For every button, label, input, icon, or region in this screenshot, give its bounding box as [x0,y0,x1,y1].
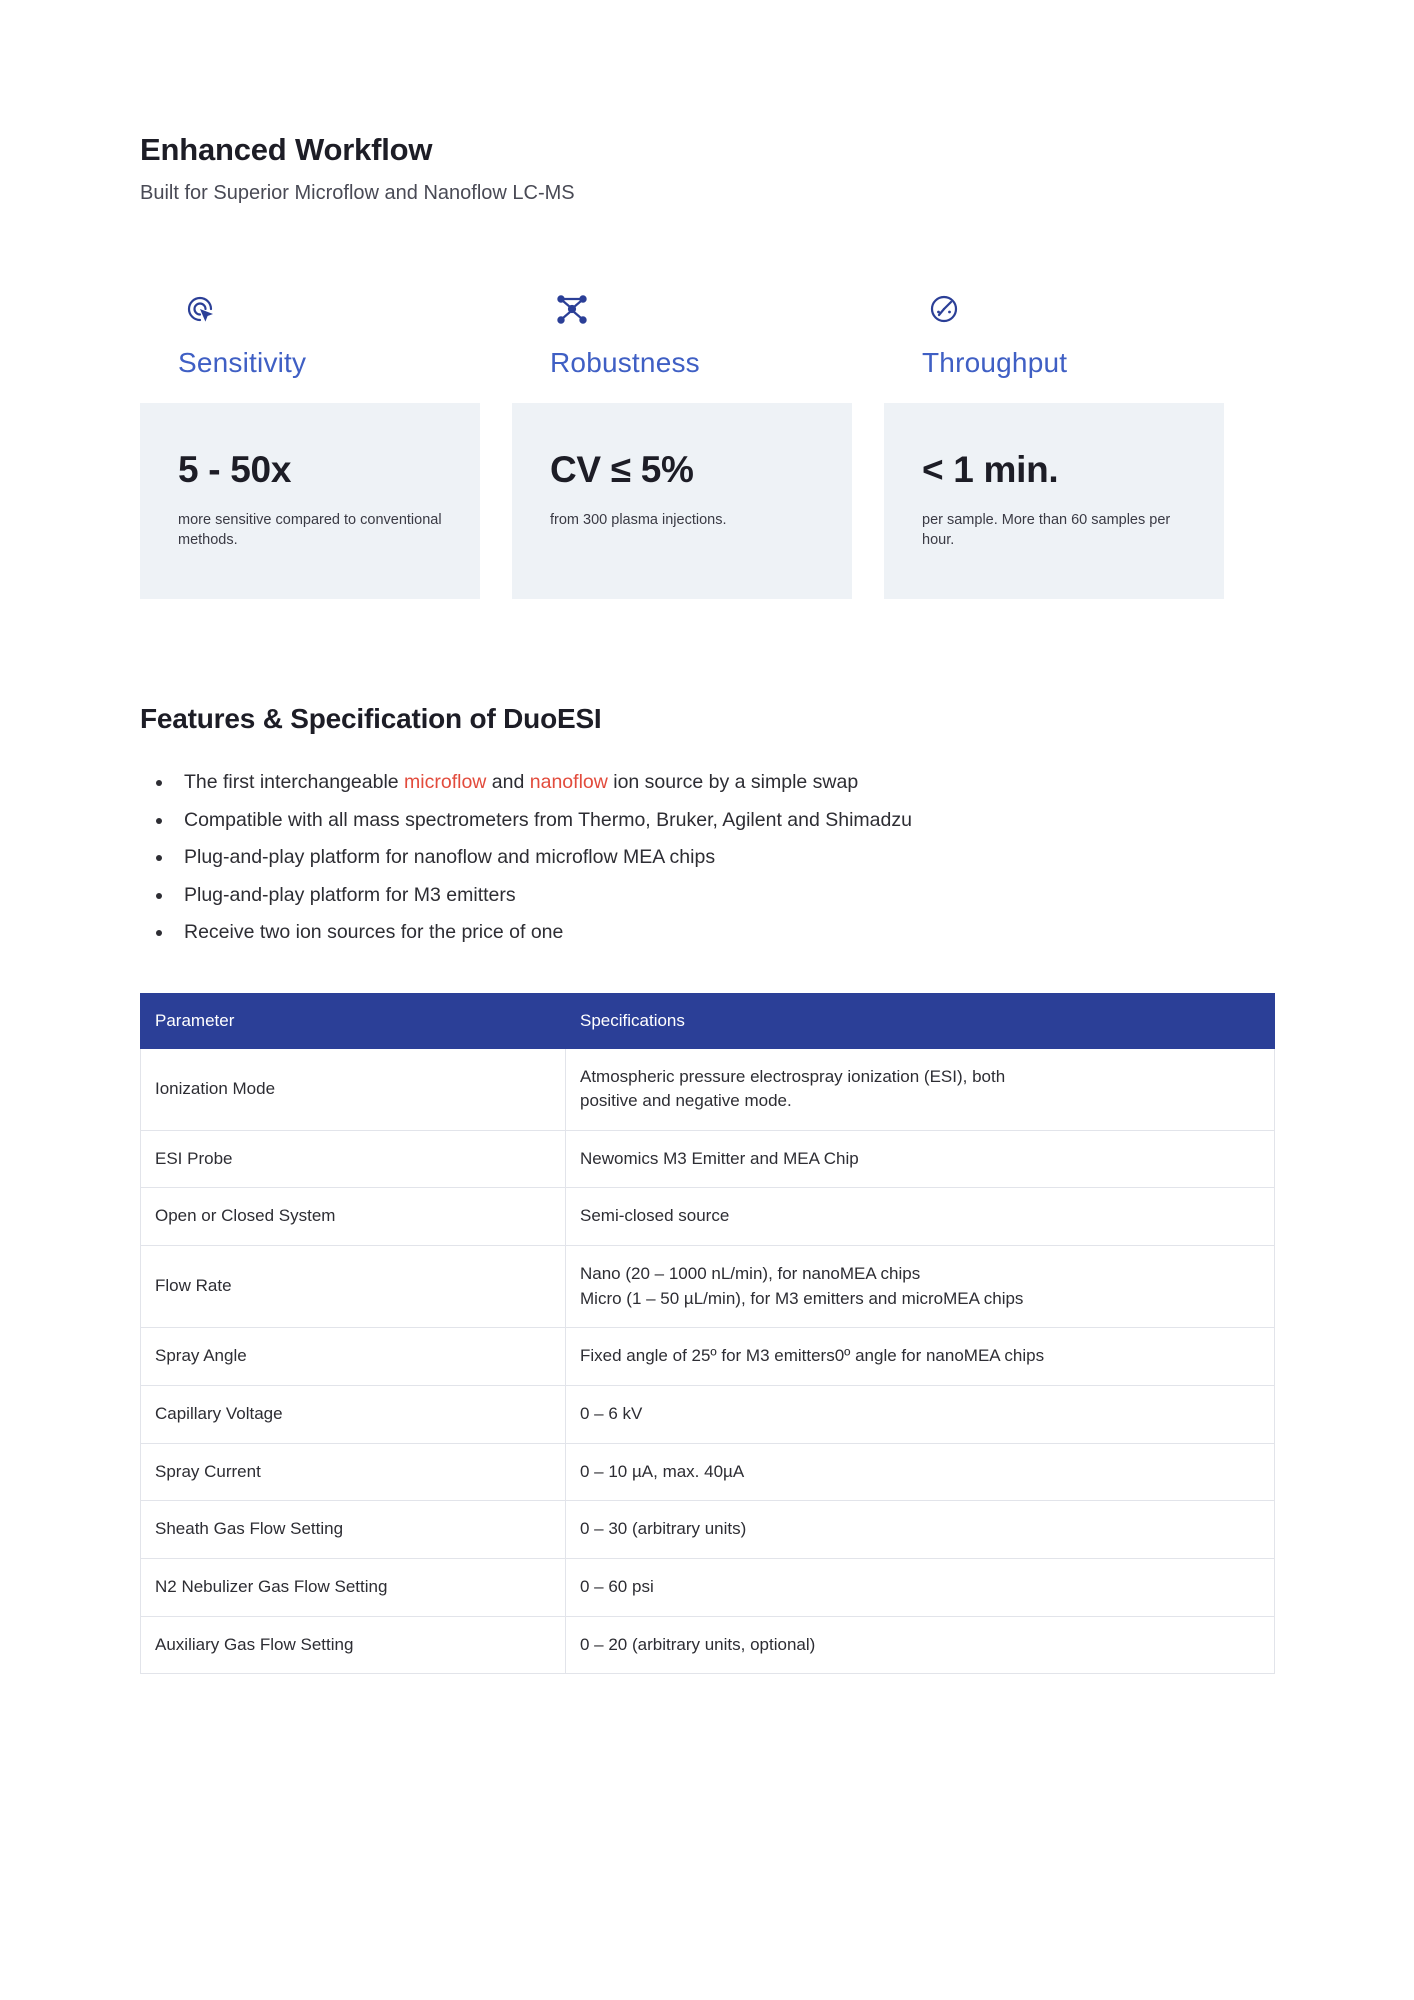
specification-line: Micro (1 – 50 µL/min), for M3 emitters and microMEA chips [580,1288,1024,1308]
specification-line: Newomics M3 Emitter and MEA Chip [580,1148,859,1168]
feature-item [174,923,1274,943]
pillar-throughput-head [884,287,1256,379]
table-header-row [141,993,1275,1048]
features-list [140,773,1274,943]
pillar-robustness-value: CV ≤ 5% [550,449,694,490]
cell-specification [566,1558,1275,1616]
cell-parameter: Ionization Mode [141,1048,566,1130]
cell-parameter: Sheath Gas Flow Setting [141,1501,566,1559]
specification-line: 0 – 60 psi [580,1576,654,1596]
specification-line: 0 – 30 (arbitrary units) [580,1519,747,1539]
feature-item [174,883,1274,906]
feature-text: and [486,771,530,793]
feature-text: Compatible with all mass spectrometers from Thermo, Bruker, Agilent and Shimadzu [184,808,912,831]
features-heading: Features & Specification of DuoESI [140,703,602,734]
table-row [141,1443,1275,1501]
pillar-sensitivity-description: more sensitive compared to conventional methods. [178,512,442,548]
column-header-specifications: Specifications [566,993,1275,1048]
table-row [141,1385,1275,1443]
pillar-throughput-description: per sample. More than 60 samples per hour. [922,512,1171,548]
specification-line: 0 – 6 kV [580,1403,643,1423]
cell-specification [566,1130,1275,1188]
molecule-network-icon [550,287,884,333]
pillar-sensitivity-value: 5 - 50x [178,449,292,490]
table-row [141,1246,1275,1328]
pillar-sensitivity-head [140,287,512,379]
cell-parameter: Capillary Voltage [141,1385,566,1443]
cell-parameter: Auxiliary Gas Flow Setting [141,1616,566,1674]
specification-line: 0 – 20 (arbitrary units, optional) [580,1634,816,1654]
cell-specification [566,1048,1275,1130]
speedometer-icon [922,287,1256,333]
pillar-sensitivity-card [140,403,480,599]
specification-line: positive and negative mode. [580,1091,792,1111]
table-row [141,1328,1275,1386]
specification-line: Nano (20 – 1000 nL/min), for nanoMEA chips [580,1264,921,1284]
pillar-sensitivity [140,287,512,599]
pillar-robustness-head [512,287,884,379]
pillar-throughput-value: < 1 min. [922,449,1059,490]
pillar-robustness [512,287,884,599]
feature-text: Plug-and-play platform for nanoflow and microflow MEA chips [184,846,716,868]
feature-text: The first interchangeable [184,771,405,793]
specification-line: Semi-closed source [580,1206,730,1226]
feature-text: ion source by a simple swap [607,771,859,793]
cell-specification [566,1385,1275,1443]
cell-specification [566,1188,1275,1246]
page-subtitle: Built for Superior Microflow and Nanoflow LC-MS [140,182,575,204]
cell-specification [566,1443,1275,1501]
cell-specification [566,1246,1275,1328]
table-row [141,1048,1275,1130]
pillar-robustness-card [512,403,852,599]
page-header [140,0,1274,205]
cell-specification [566,1328,1275,1386]
pillar-sensitivity-title: Sensitivity [178,347,307,378]
cell-parameter: N2 Nebulizer Gas Flow Setting [141,1558,566,1616]
pillar-robustness-description: from 300 plasma injections. [550,512,727,528]
cell-specification [566,1501,1275,1559]
feature-text: Plug-and-play platform for M3 emitters [184,883,516,906]
target-cursor-icon [178,287,512,333]
table-row [141,1616,1275,1674]
cell-parameter: Spray Angle [141,1328,566,1386]
pillar-robustness-title: Robustness [550,347,700,378]
specification-line: Atmospheric pressure electrospray ionization (ESI), both [580,1066,1006,1086]
feature-highlight: microflow [404,771,487,793]
page-title: Enhanced Workflow [140,132,433,167]
feature-item [174,808,1274,831]
pillar-throughput [884,287,1256,599]
cell-parameter: Open or Closed System [141,1188,566,1246]
feature-text: Receive two ion sources for the price of one [184,921,564,943]
column-header-parameter: Parameter [141,993,566,1048]
feature-item [174,848,1274,868]
specification-line: 0 – 10 µA, max. 40µA [580,1461,745,1481]
cell-specification [566,1616,1275,1674]
table-body [141,1048,1275,1674]
feature-highlight: nanoflow [529,771,608,793]
specification-line: Fixed angle of 25º for M3 emitters0º angle for nanoMEA chips [580,1346,1045,1366]
specification-table [140,993,1275,1675]
feature-item [174,773,1274,793]
cell-parameter: Flow Rate [141,1246,566,1328]
pillar-throughput-card [884,403,1224,599]
table-row [141,1501,1275,1559]
pillar-throughput-title: Throughput [922,347,1068,378]
table-row [141,1130,1275,1188]
cell-parameter: Spray Current [141,1443,566,1501]
pillar-group [140,287,1274,599]
cell-parameter: ESI Probe [141,1130,566,1188]
table-row [141,1558,1275,1616]
table-row [141,1188,1275,1246]
